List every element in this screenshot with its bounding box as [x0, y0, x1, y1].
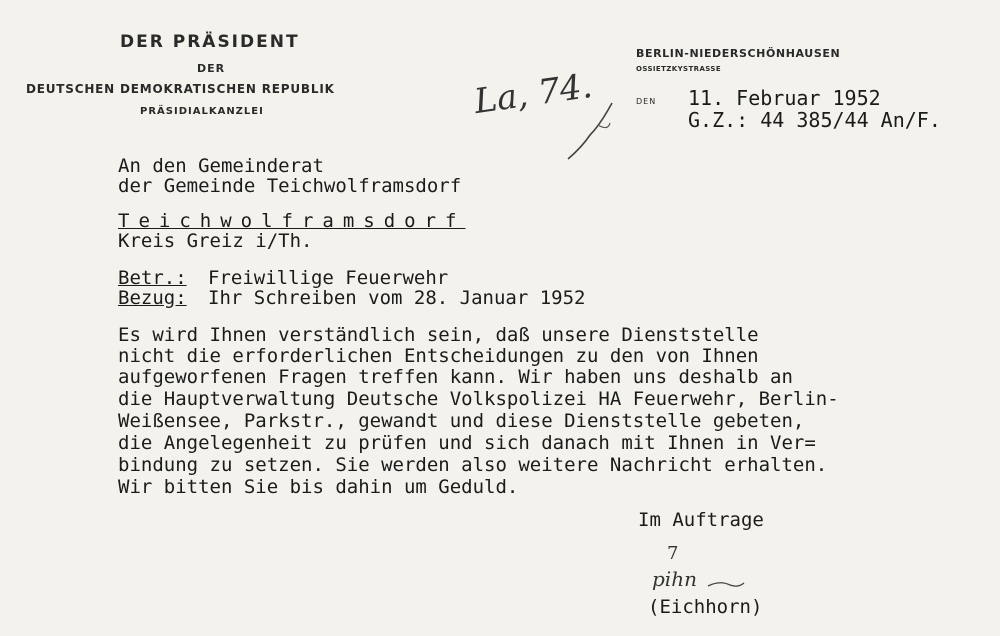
letterhead-office: PRÄSIDIALKANZLEI [140, 106, 264, 117]
betr-text: Freiwillige Feuerwehr [208, 267, 449, 289]
signature-scribble: pihn [652, 567, 697, 591]
signature-tail [706, 578, 746, 590]
letterhead-city: BERLIN-NIEDERSCHÖNHAUSEN [636, 47, 841, 60]
signatory: (Eichhorn) [648, 596, 763, 618]
letterhead-republic: DEUTSCHEN DEMOKRATISCHEN REPUBLIK [26, 82, 335, 96]
recipient-town: Teichwolframsdorf [118, 210, 466, 232]
body-line-2: nicht die erforderlichen Entscheidungen zu den von Ihnen [118, 345, 759, 367]
body-line-6: die Angelegenheit zu prüfen und sich danach mit Ihnen in Ver= [118, 432, 816, 454]
body-line-8: Wir bitten Sie bis dahin um Geduld. [118, 476, 519, 498]
body-line-7: bindung zu setzen. Sie werden also weitere Nachricht erhalten. [118, 454, 828, 476]
betr-label: Betr.: [118, 267, 187, 289]
recipient-line-2: der Gemeinde Teichwolframsdorf [118, 175, 462, 197]
letterhead-street: OSSIETZKYSTRASSE [636, 65, 722, 73]
letter-date: 11. Februar 1952 [688, 86, 881, 110]
body-line-3: aufgeworfenen Fragen treffen kann. Wir haben uns deshalb an [118, 366, 793, 388]
recipient-line-1: An den Gemeinderat [118, 155, 324, 177]
letterhead-der: DER [197, 62, 226, 75]
letterhead-title: DER PRÄSIDENT [120, 32, 300, 52]
handwritten-stroke [560, 95, 620, 165]
bezug-text: Ihr Schreiben vom 28. Januar 1952 [208, 287, 586, 309]
signature-mark: 7 [667, 543, 679, 564]
body-line-5: Weißensee, Parkstr., gewandt und diese Dienststelle gebeten, [118, 410, 805, 432]
closing: Im Auftrage [638, 509, 764, 531]
den-label: DEN [636, 97, 657, 106]
handwritten-mark: La, 74. [471, 65, 595, 123]
body-line-1: Es wird Ihnen verständlich sein, daß unsere Dienststelle [118, 324, 759, 346]
bezug-label: Bezug: [118, 287, 187, 309]
body-line-4: die Hauptverwaltung Deutsche Volkspolizei HA Feuerwehr, Berlin- [118, 388, 839, 410]
reference-number: G.Z.: 44 385/44 An/F. [688, 108, 941, 132]
recipient-district: Kreis Greiz i/Th. [118, 230, 313, 252]
